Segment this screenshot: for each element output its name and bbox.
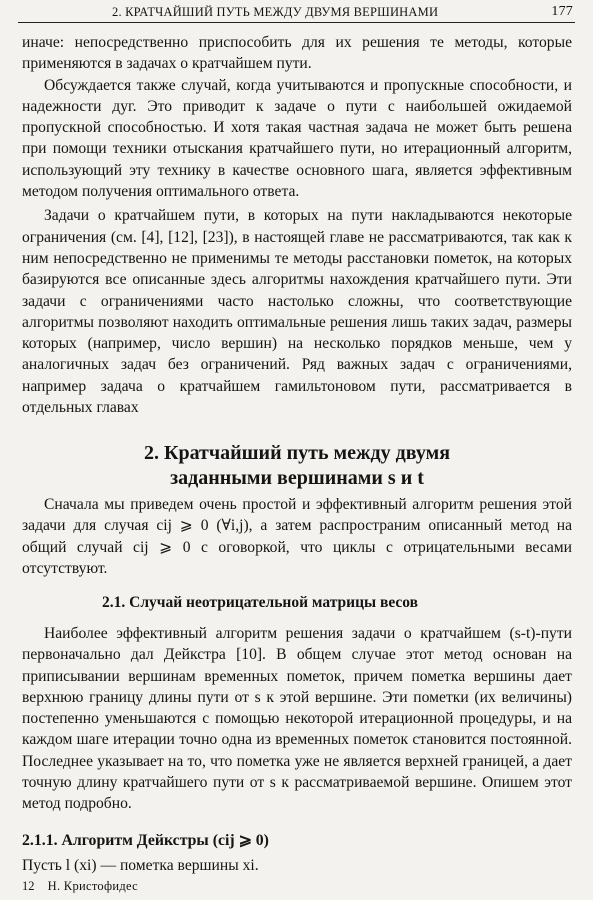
running-head-title: 2. КРАТЧАЙШИЙ ПУТЬ МЕЖДУ ДВУМЯ ВЕРШИНАМИ: [112, 5, 439, 19]
section-heading-line-1: 2. Кратчайший путь между двумя: [143, 442, 451, 464]
intro-paragraph-1: иначе: непосредственно приспособить для их решения те методы, которые применяются в задачах о кратчайшем пути.: [22, 34, 572, 73]
section-text: [22, 494, 572, 579]
intro-paragraph-3: Задачи о кратчайшем пути, в которых на пути накладываются некоторые ограничения (см. [4], [12], [23]), в настоящей главе не рассматриваются, так как к ним непосредственно не применимы те методы расстановки пометок, на которых базируются все описанные здесь алгоритмы нахождения кратчайшего пути. Эти задачи с ограничениями часто настолько сложны, что соответствующие алгоритмы позволяют находить оптимальные решения лишь таких задач, размеры которых (например, число вершин) на несколько порядков меньше, чем у аналогичных задач без ограничений. Ряд важных задач с ограничениями, например задача о кратчайшем гамильтоновом пути, рассматривается в отдельных главах: [22, 207, 572, 417]
subsubsection-text: [22, 855, 572, 876]
section-paragraph-1: Сначала мы приведем очень простой и эффективный алгоритм решения этой задачи для случая cij ⩾ 0 (∀i,j), а затем распространим описанный метод на общий случай cij ⩾ 0 с оговоркой, что циклы с отрицательными весами отсутствуют.: [22, 496, 572, 577]
footer-page-marker: 12: [22, 879, 35, 893]
running-head: [18, 2, 575, 23]
subsection-heading: 2.1. Случай неотрицательной матрицы весов: [102, 594, 419, 611]
section-heading-line-2: заданными вершинами s и t: [170, 467, 424, 489]
page-footer: [22, 879, 138, 894]
subsection-text: [22, 623, 572, 815]
footer-author: Н. Кристофидес: [47, 879, 139, 893]
subsection-paragraph-1: Наиболее эффективный алгоритм решения задачи о кратчайшем (s-t)-пути первоначально дал Дейкстра [10]. В общем случае этот метод основан на приписывании вершинам временных пометок, причем пометка вершины дает верхнюю границу длины пути от s к этой вершине. Эти пометки (их величины) постепенно уменьшаются с помощью некоторой итерационной процедуры, и на каждом шаге итерации точно одна из временных пометок становится постоянной. Последнее указывает на то, что пометка уже не является верхней границей, а дает точную длину кратчайшего пути от s к рассматриваемой вершине. Опишем этот метод подробно.: [22, 625, 572, 813]
intro-paragraph-2: Обсуждается также случай, когда учитываются и пропускные способности, и надежности дуг. Это приводит к задаче о пути с наибольшей ожидаемой пропускной способностью. И хотя такая частная задача не может быть решена при помощи техники отыскания кратчайшего пути, но итерационный алгоритм, использующий эту технику в качестве основного шага, является эффективным методом получения оптимального ответа.: [22, 76, 572, 201]
subsubsection-line: Пусть l (xi) — пометка вершины xi.: [22, 857, 259, 874]
page-number: 177: [551, 4, 573, 19]
subsubsection-heading: 2.1.1. Алгоритм Дейкстры (cij ⩾ 0): [22, 832, 269, 849]
intro-text: [22, 32, 572, 418]
section-heading: [22, 441, 572, 491]
